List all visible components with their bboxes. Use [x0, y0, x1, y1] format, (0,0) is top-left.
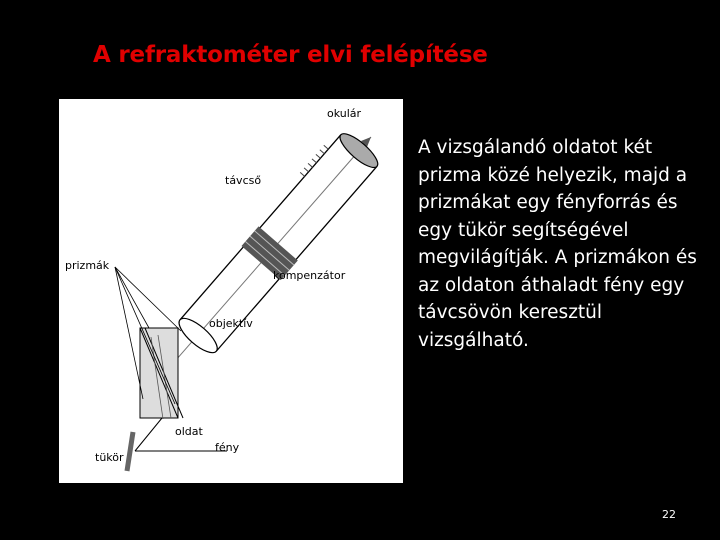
- prism-leader-line: [115, 267, 143, 399]
- label-prizmak: prizmák: [65, 259, 110, 272]
- label-feny: fény: [215, 441, 240, 454]
- reflected-light-ray: [135, 418, 162, 451]
- label-kompenzator: kompenzátor: [273, 269, 346, 282]
- page-number: 22: [662, 508, 676, 521]
- prism-leader-line: [115, 267, 149, 328]
- label-objektiv: objektív: [209, 317, 253, 330]
- slide-body-text: A vizsgálandó oldatot két prizma közé helyezik, majd a prizmákat egy fényforrás és egy tükör segítségével megvilágítják. A prizmákon és az oldaton áthaladt fény egy távcsövön keresztül vizsgálható.: [418, 137, 697, 351]
- refractometer-diagram: [59, 99, 403, 483]
- tube-top-edge: [180, 135, 341, 320]
- slide-title: A refraktométer elvi felépítése: [93, 42, 488, 68]
- label-okular: okulár: [327, 107, 362, 120]
- scale-ticks: [300, 145, 328, 176]
- label-tukor: tükör: [95, 451, 124, 464]
- mirror: [127, 432, 133, 471]
- label-oldat: oldat: [175, 425, 203, 438]
- label-tavcso: távcső: [225, 174, 262, 187]
- prism-leader-line: [115, 267, 181, 331]
- telescope-assembly: [170, 125, 384, 359]
- refractometer-schematic: [59, 99, 403, 483]
- eyepiece-lens: [336, 129, 383, 173]
